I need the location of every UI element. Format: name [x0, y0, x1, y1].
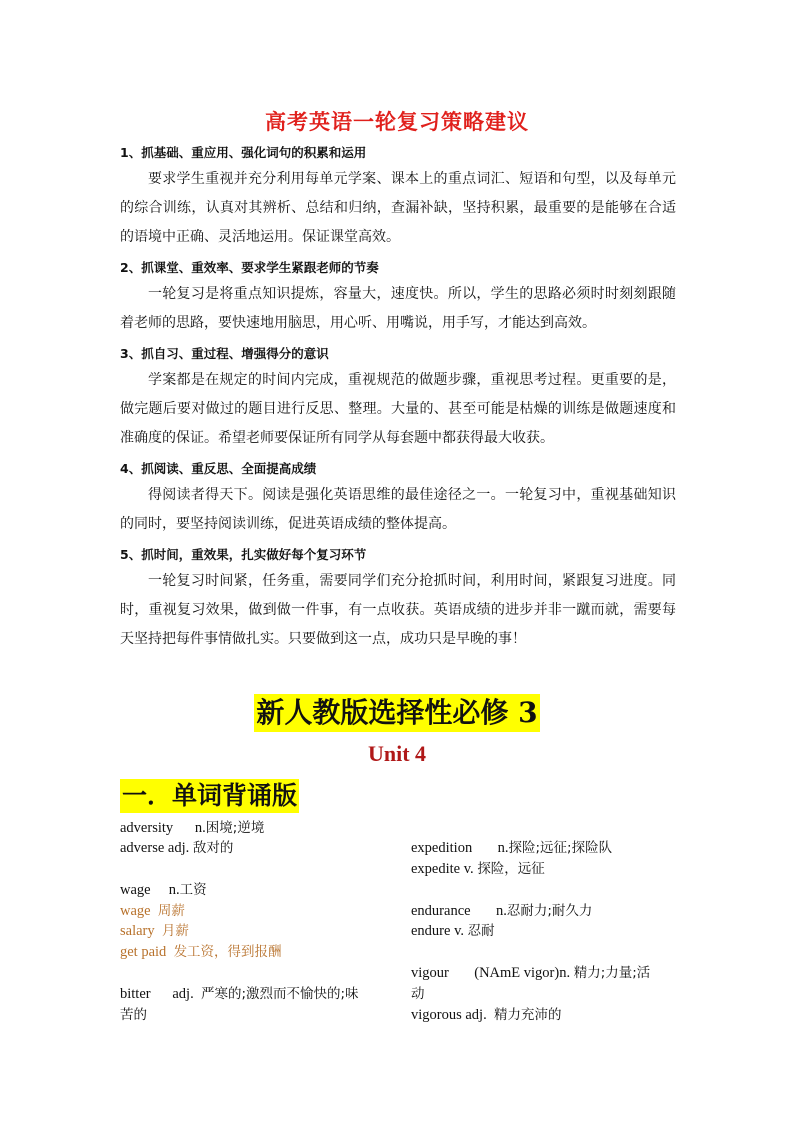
- vocab-pos: adj.: [167, 840, 190, 856]
- tip-1: [120, 142, 676, 252]
- vocab-entry-endurance: [411, 901, 592, 922]
- vocab-word: wage: [120, 903, 151, 919]
- tip-2: [120, 257, 676, 338]
- vocab-entry-expedition: [411, 838, 612, 859]
- vocab-entry-vigour: [411, 963, 681, 1005]
- vocab-word: endurance: [411, 903, 471, 919]
- tip-5: [120, 544, 676, 654]
- vocab-line: [411, 963, 681, 984]
- tip-heading: 4、抓阅读、重反思、全面提高成绩: [120, 461, 317, 476]
- tip-heading: 5、抓时间，重效果，扎实做好每个复习环节: [120, 547, 367, 562]
- vocab-word: get paid: [120, 944, 167, 960]
- section-title: 一．单词背诵版: [120, 779, 299, 813]
- vocab-pos: n.: [168, 882, 180, 898]
- vocab-meaning: 忍耐力;耐久力: [506, 903, 593, 919]
- vocab-meaning: 精力充沛的: [493, 1007, 562, 1023]
- vocab-word: vigorous: [411, 1007, 462, 1023]
- vocab-word: expedition: [411, 840, 473, 856]
- vocab-pos: n.: [497, 840, 509, 856]
- tip-body: 要求学生重视并充分利用每单元学案、课本上的重点词汇、短语和句型，以及每单元的综合训练，认真对其辨析、总结和归纳，查漏补缺，坚持积累，最重要的是能够在合适的语境中正确、灵活地运用。保证课堂高效。: [120, 171, 676, 245]
- vocab-note: (NAmE vigor)n.: [474, 965, 571, 981]
- vocab-word: vigour: [411, 965, 449, 981]
- vocab-meaning: 敌对的: [192, 840, 234, 856]
- vocab-meaning: 困境;逆境: [205, 820, 265, 836]
- vocab-meaning: 探险，远征: [477, 861, 545, 877]
- tip-body: 一轮复习是将重点知识提炼，容量大，速度快。所以，学生的思路必须时时刻刻跟随着老师的思路，要快速地用脑思，用心听、用嘴说，用手写，才能达到高效。: [120, 286, 676, 331]
- vocab-meaning: 探险;远征;探险队: [508, 840, 613, 856]
- vocab-pos: v.: [454, 923, 465, 939]
- vocab-entry-adversity: [120, 818, 264, 839]
- vocab-meaning: 精力;力量;活: [573, 965, 651, 981]
- vocab-meaning: 严寒的;激烈而不愉快的;味: [200, 986, 359, 1002]
- vocab-word: salary: [120, 923, 155, 939]
- vocab-word: adverse: [120, 840, 165, 856]
- tip-heading: 2、抓课堂、重效率、要求学生紧跟老师的节奏: [120, 260, 379, 275]
- tip-body: 得阅读者得天下。阅读是强化英语思维的最佳途径之一。一轮复习中，重视基础知识的同时，要坚持阅读训练，促进英语成绩的整体提高。: [120, 487, 676, 532]
- section-title-wrap: [120, 779, 299, 813]
- tip-body: 一轮复习时间紧，任务重，需要同学们充分抢抓时间，利用时间，紧跟复习进度。同时，重视复习效果，做到做一件事，有一点收获。英语成绩的进步并非一蹴而就，需要每天坚持把每件事情做扎实。只要做到这一点，成功只是早晚的事！: [120, 573, 676, 647]
- vocab-entry-wage-weekly: [120, 901, 185, 922]
- vocab-meaning-cont: 苦的: [120, 1007, 147, 1023]
- vocab-pos: n.: [495, 903, 507, 919]
- vocab-word: bitter: [120, 986, 151, 1002]
- tip-heading: 1、抓基础、重应用、强化词句的积累和运用: [120, 145, 367, 160]
- tip-heading: 3、抓自习、重过程、增强得分的意识: [120, 346, 329, 361]
- vocab-pos: adj.: [465, 1007, 487, 1023]
- book-title-wrap: [0, 694, 794, 732]
- vocab-meaning: 工资: [179, 882, 207, 898]
- vocab-entry-salary: [120, 921, 189, 942]
- document-title: 高考英语一轮复习策略建议: [265, 110, 529, 134]
- vocab-entry-expedite: [411, 859, 545, 880]
- vocab-meaning-cont: 动: [411, 986, 425, 1002]
- vocab-entry-endure: [411, 921, 495, 942]
- vocab-meaning: 月薪: [161, 923, 189, 939]
- vocab-entry-bitter: [120, 984, 400, 1026]
- review-tips: [120, 142, 676, 659]
- vocab-entry-adverse: [120, 838, 233, 859]
- vocab-entry-wage: [120, 880, 207, 901]
- vocab-meaning: 周薪: [157, 903, 185, 919]
- vocab-pos: n.: [194, 820, 206, 836]
- vocab-meaning: 发工资，得到报酬: [173, 944, 282, 960]
- vocab-entry-vigorous: [411, 1005, 561, 1026]
- tip-3: [120, 343, 676, 453]
- vocab-word: expedite: [411, 861, 461, 877]
- vocab-word: adversity: [120, 820, 174, 836]
- vocab-word: endure: [411, 923, 451, 939]
- unit-title: Unit 4: [367, 741, 427, 766]
- book-title: 新人教版选择性必修 3: [254, 694, 539, 732]
- vocab-entry-get-paid: [120, 942, 282, 963]
- vocab-meaning: 忍耐: [467, 923, 495, 939]
- tip-4: [120, 458, 676, 539]
- vocab-pos: v.: [463, 861, 474, 877]
- vocab-line: [120, 984, 400, 1005]
- vocab-pos: adj.: [172, 986, 194, 1002]
- vocab-word: wage: [120, 882, 151, 898]
- tip-body: 学案都是在规定的时间内完成，重视规范的做题步骤，重视思考过程。更重要的是，做完题后要对做过的题目进行反思、整理。大量的、甚至可能是枯燥的训练是做题速度和准确度的保证。希望老师要保证所有同学从每套题中都获得最大收获。: [120, 372, 676, 446]
